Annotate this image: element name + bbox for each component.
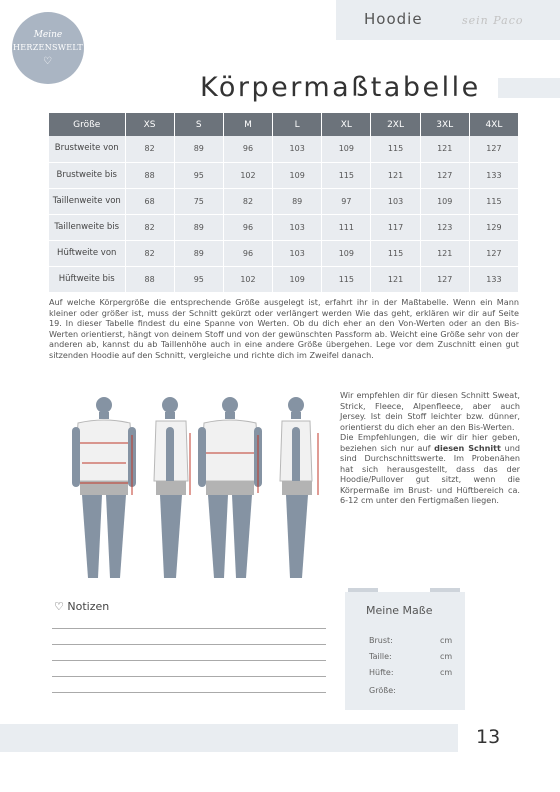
script-signature: sein Paco	[462, 14, 524, 27]
measurement-label-waist: Taille:	[369, 652, 392, 661]
table-cell: 109	[322, 136, 371, 162]
table-cell: 102	[223, 266, 272, 292]
table-cell: 115	[469, 188, 518, 214]
table-cell: 82	[125, 240, 174, 266]
table-cell: 127	[469, 240, 518, 266]
notes-title: Notizen	[67, 600, 110, 613]
notes-heading	[54, 600, 109, 613]
logo-small-text: Meine	[33, 30, 63, 40]
intro-paragraph: Auf welche Körpergröße die entsprechende Größe ausgelegt ist, erfahrt ihr in der Maßtabelle. Wenn ein Mann kleiner oder größer ist, muss der Schnitt gekürzt oder verlängert werden Wie das geht, erklären wir dir auf Seite 19. In dieser Tabelle findest du eine Spanne von Werten. Ob du dich eher an den Von-Werten oder an den Bis-Werten orientierst, hängt von deinem Stoff und von der gewünschten Passform ab. Weicht eine Größe sehr von der anderen ab, kannst du ab Taillenhöhe auch in eine andere Größe übergehen. Lege vor dem Zuschnitt einen gut sitzenden Hoodie auf den Schnitt, vergleiche und richte dich im Zweifel danach.	[49, 297, 519, 360]
row-label: Hüftweite bis	[49, 266, 125, 292]
title-band	[498, 78, 560, 98]
table-cell: 103	[371, 188, 420, 214]
table-cell: 115	[322, 162, 371, 188]
table-cell: 96	[223, 214, 272, 240]
table-header-cell: XL	[322, 113, 371, 136]
table-cell: 95	[174, 162, 223, 188]
page-number: 13	[476, 726, 501, 748]
table-cell: 109	[322, 240, 371, 266]
recommendation-paragraph-1: Wir empfehlen dir für diesen Schnitt Sweat, Strick, Fleece, Alpenfleece, aber auch Jersey. Ist dein Stoff leichter bzw. dünner, orientierst du dich eher an den Bis-Werten.	[340, 390, 520, 432]
table-cell: 117	[371, 214, 420, 240]
fabric-recommendation-text	[340, 390, 520, 506]
note-line[interactable]	[52, 644, 326, 645]
table-cell: 95	[174, 266, 223, 292]
recommendation-paragraph-2	[340, 432, 520, 506]
table-row	[49, 240, 519, 266]
note-line[interactable]	[52, 676, 326, 677]
table-cell: 75	[174, 188, 223, 214]
table-cell: 82	[125, 214, 174, 240]
row-label: Taillenweite bis	[49, 214, 125, 240]
table-cell: 88	[125, 162, 174, 188]
note-line[interactable]	[52, 692, 326, 693]
heart-icon: ♡	[54, 600, 64, 613]
measurement-label-chest: Brust:	[369, 636, 393, 645]
table-cell: 103	[273, 136, 322, 162]
table-cell: 96	[223, 136, 272, 162]
table-cell: 109	[273, 266, 322, 292]
section-title: Hoodie	[364, 10, 423, 28]
table-cell: 121	[420, 136, 469, 162]
table-row	[49, 214, 519, 240]
table-header-cell: Größe	[49, 113, 125, 136]
table-cell: 68	[125, 188, 174, 214]
table-row	[49, 136, 519, 162]
note-line[interactable]	[52, 628, 326, 629]
table-header-cell: 3XL	[420, 113, 469, 136]
text-span: und sind Durchschnittswerte. Im Probenähen hat sich herausgestellt, dass das der Hoodie/Pullover gut sitzt, wenn die Körpermaße im Brust- und Hüftbereich ca. 6-12 cm unter den Fertigmaßen liegen.	[340, 442, 520, 505]
table-header-cell: 4XL	[469, 113, 518, 136]
table-cell: 82	[223, 188, 272, 214]
table-cell: 89	[174, 214, 223, 240]
brand-logo	[12, 12, 84, 84]
table-cell: 97	[322, 188, 371, 214]
emphasis-text: diesen Schnitt	[434, 442, 501, 453]
table-header-cell: S	[174, 113, 223, 136]
table-cell: 109	[273, 162, 322, 188]
row-label: Brustweite von	[49, 136, 125, 162]
table-cell: 121	[371, 162, 420, 188]
table-cell: 127	[420, 266, 469, 292]
measurement-unit: cm	[440, 636, 453, 645]
table-row	[49, 188, 519, 214]
table-cell: 127	[420, 162, 469, 188]
table-header-cell: M	[223, 113, 272, 136]
figure-side	[154, 397, 190, 578]
table-cell: 103	[273, 240, 322, 266]
row-label: Taillenweite von	[49, 188, 125, 214]
measurement-unit: cm	[440, 652, 453, 661]
measurement-label-hip: Hüfte:	[369, 668, 394, 677]
table-row	[49, 266, 519, 292]
table-header-row	[49, 113, 519, 136]
table-cell: 123	[420, 214, 469, 240]
text-span: Die Empfehlungen, die wir dir hier geben, beziehen sich nur auf	[340, 432, 520, 453]
table-cell: 82	[125, 136, 174, 162]
size-chart-table	[49, 113, 519, 293]
table-cell: 89	[174, 240, 223, 266]
table-cell: 127	[469, 136, 518, 162]
measurement-label-size: Größe:	[369, 686, 396, 695]
figure-front-2	[198, 397, 262, 578]
table-cell: 115	[371, 240, 420, 266]
table-cell: 121	[420, 240, 469, 266]
table-header-cell: XS	[125, 113, 174, 136]
table-header-cell: 2XL	[371, 113, 420, 136]
table-cell: 133	[469, 162, 518, 188]
table-cell: 103	[273, 214, 322, 240]
my-measurements-title: Meine Maße	[366, 604, 433, 617]
table-cell: 89	[273, 188, 322, 214]
table-cell: 102	[223, 162, 272, 188]
logo-big-text: HERZENSWELT	[12, 43, 84, 52]
heart-icon: ♡	[43, 56, 52, 67]
figure-side-2	[280, 397, 318, 578]
table-row	[49, 162, 519, 188]
table-cell: 111	[322, 214, 371, 240]
table-cell: 115	[322, 266, 371, 292]
note-line[interactable]	[52, 660, 326, 661]
table-cell: 121	[371, 266, 420, 292]
table-cell: 96	[223, 240, 272, 266]
figure-front	[72, 397, 136, 578]
row-label: Brustweite bis	[49, 162, 125, 188]
body-measurement-illustration	[68, 393, 330, 588]
measurement-unit: cm	[440, 668, 453, 677]
table-cell: 115	[371, 136, 420, 162]
page-title: Körpermaßtabelle	[200, 72, 481, 103]
table-cell: 133	[469, 266, 518, 292]
row-label: Hüftweite von	[49, 240, 125, 266]
footer-band	[0, 724, 458, 752]
table-cell: 89	[174, 136, 223, 162]
table-cell: 129	[469, 214, 518, 240]
table-cell: 88	[125, 266, 174, 292]
table-header-cell: L	[273, 113, 322, 136]
table-cell: 109	[420, 188, 469, 214]
